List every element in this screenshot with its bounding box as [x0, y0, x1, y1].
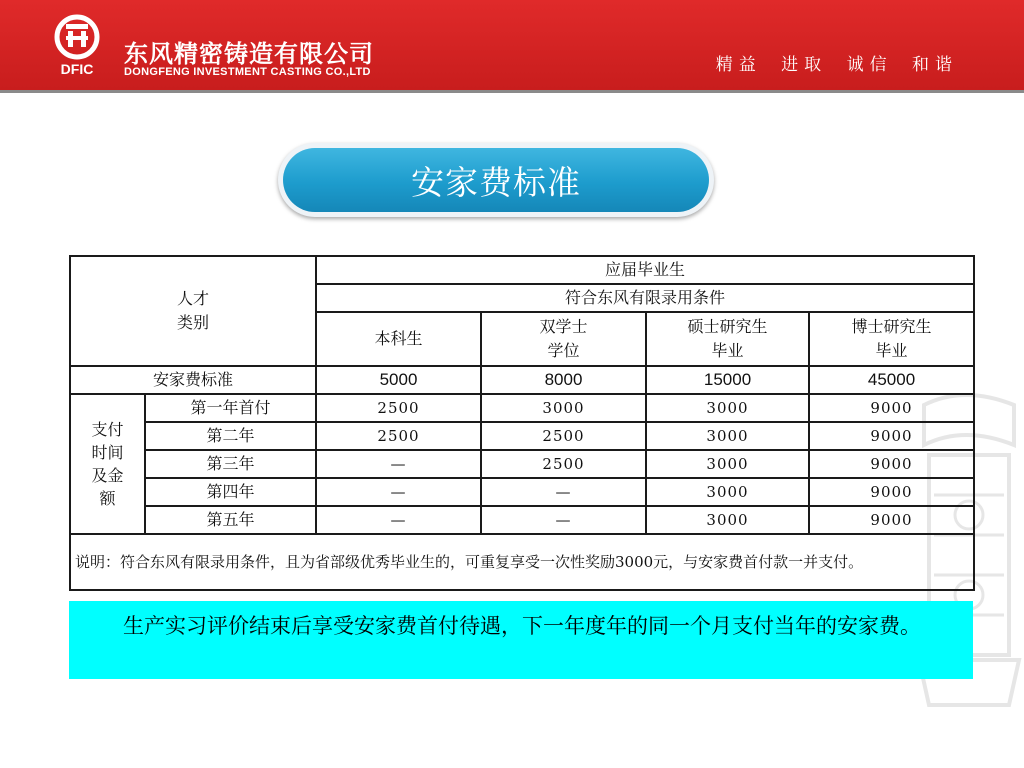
- table-note: 说明：符合东风有限录用条件，且为省部级优秀毕业生的，可重复享受一次性奖励3000元，与安家费首付款一并支付。: [70, 534, 974, 590]
- table-cell: —: [316, 450, 481, 478]
- table-row: [70, 450, 974, 478]
- table-cell: —: [316, 506, 481, 534]
- row-label: 第二年: [145, 422, 316, 450]
- table-cell: 5000: [316, 366, 481, 394]
- table-cell: 3000: [646, 478, 809, 506]
- table-cell: 45000: [809, 366, 974, 394]
- table-cell: 2500: [481, 422, 646, 450]
- row-label: 第五年: [145, 506, 316, 534]
- table-cell: 2500: [316, 422, 481, 450]
- table-cell: —: [481, 506, 646, 534]
- table-cell: —: [316, 478, 481, 506]
- table-cell: 8000: [481, 366, 646, 394]
- logo-text: DFIC: [60, 61, 94, 76]
- table-cell: 3000: [646, 450, 809, 478]
- table-cell: 3000: [646, 394, 809, 422]
- table-cell: 9000: [809, 450, 974, 478]
- table-cell: 3000: [646, 422, 809, 450]
- column-header: 硕士研究生 毕业: [646, 312, 809, 366]
- column-header: 本科生: [316, 312, 481, 366]
- column-header: 双学士 学位: [481, 312, 646, 366]
- table-cell: 9000: [809, 422, 974, 450]
- table-cell: 3000: [481, 394, 646, 422]
- page-title: 安家费标准: [283, 148, 709, 212]
- table-cell: 2500: [316, 394, 481, 422]
- row-label: 第三年: [145, 450, 316, 478]
- highlight-note: 生产实习评价结束后享受安家费首付待遇，下一年度年的同一个月支付当年的安家费。: [69, 601, 973, 679]
- fee-standard-table: [69, 255, 975, 591]
- table-row: [70, 422, 974, 450]
- table-cell: —: [481, 478, 646, 506]
- table-cell: 9000: [809, 506, 974, 534]
- talent-category-header: 人才 类别: [70, 256, 316, 366]
- row-label: 安家费标准: [70, 366, 316, 394]
- fee-table-container: [69, 255, 973, 591]
- column-header: 博士研究生 毕业: [809, 312, 974, 366]
- table-row: [70, 506, 974, 534]
- table-cell: 3000: [646, 506, 809, 534]
- standard-row: [70, 366, 974, 394]
- table-cell: 9000: [809, 478, 974, 506]
- row-label: 第一年首付: [145, 394, 316, 422]
- condition-header: 符合东风有限录用条件: [316, 284, 974, 312]
- table-row: [70, 478, 974, 506]
- company-name-en: DONGFENG INVESTMENT CASTING CO.,LTD: [124, 66, 371, 78]
- row-label: 第四年: [145, 478, 316, 506]
- table-cell: 15000: [646, 366, 809, 394]
- table-cell: 9000: [809, 394, 974, 422]
- company-slogan: 精益 进取 诚信 和谐: [715, 55, 958, 75]
- table-cell: 2500: [481, 450, 646, 478]
- title-banner: [278, 143, 714, 217]
- payment-schedule-label: 支付 时间 及金 额: [70, 394, 145, 534]
- company-logo-icon: [50, 14, 104, 76]
- table-row: [70, 394, 974, 422]
- company-name-cn: 东风精密铸造有限公司: [124, 40, 374, 68]
- header-bar: [0, 0, 1024, 93]
- graduate-group-header: 应届毕业生: [316, 256, 974, 284]
